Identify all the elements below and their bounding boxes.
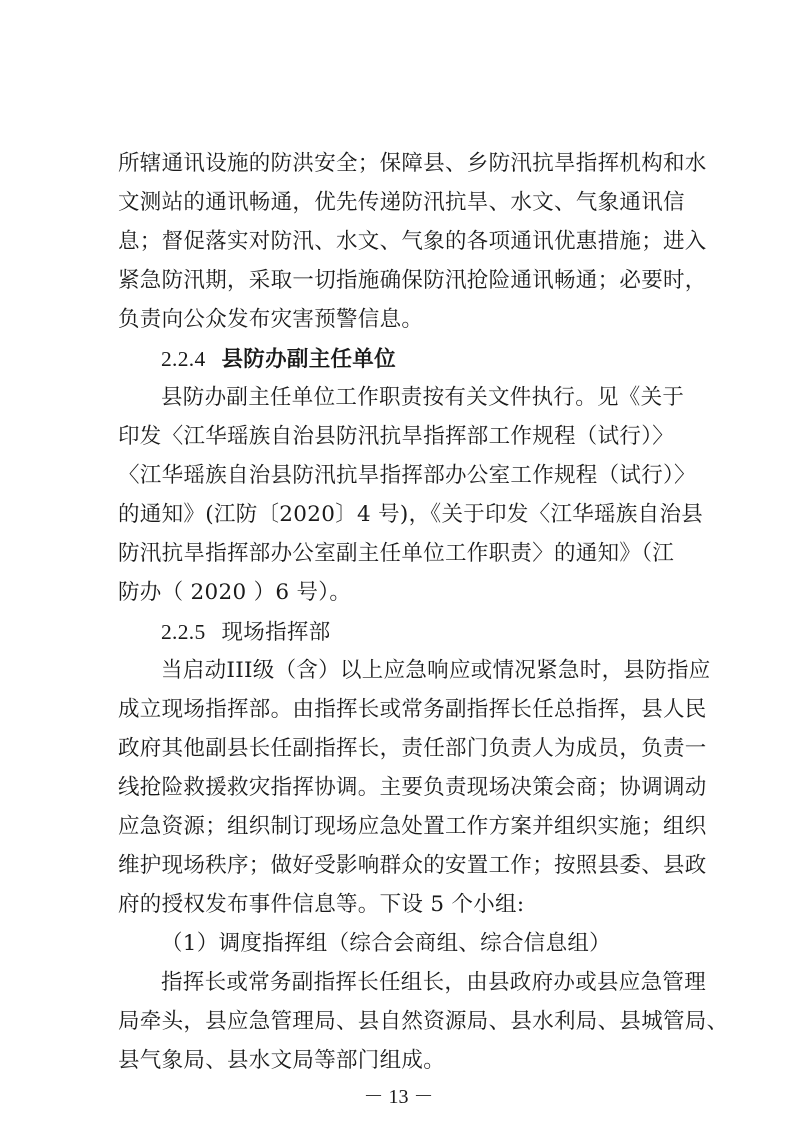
section-number: 2.2.4	[161, 347, 206, 371]
text-line: 息；督促落实对防汛、水文、气象的各项通讯优惠措施；进入	[118, 229, 707, 254]
section-heading	[161, 613, 331, 651]
text-line: 指挥长或常务副指挥长任组长，由县政府办或县应急管理	[161, 970, 707, 995]
text-line: 紧急防汛期，采取一切指施确保防汛抢险通讯畅通；必要时，	[118, 268, 707, 293]
section-heading	[161, 340, 396, 378]
page-number: － 13 －	[363, 1086, 434, 1108]
text-line: 防汛抗旱指挥部办公室副主任单位工作职责〉的通知》（江	[118, 541, 675, 566]
text-line: 文测站的通讯畅通，优先传递防汛抗旱、水文、气象通讯信	[118, 190, 685, 215]
text-line: 所辖通讯设施的防洪安全；保障县、乡防汛抗旱指挥机构和水	[118, 151, 707, 176]
text-line: 线抢险救援救灾指挥协调。主要负责现场决策会商；协调调动	[118, 775, 707, 800]
subsection-heading: （1）调度指挥组（综合会商组、综合信息组）	[161, 931, 611, 956]
text-line: 当启动III级（含）以上应急响应或情况紧急时，县防指应	[161, 658, 711, 683]
text-line: 的通知》(江防〔2020〕4 号)，《关于印发〈江华瑶族自治县	[118, 502, 704, 527]
section-title: 县防办副主任单位	[221, 347, 396, 372]
text-line: 印发〈江华瑶族自治县防汛抗旱指挥部工作规程（试行）〉	[118, 424, 675, 449]
section-number: 2.2.5	[161, 620, 206, 644]
text-line: 政府其他副县长任副指挥长，责任部门负责人为成员，负责一	[118, 736, 707, 761]
text-line: 〈江华瑶族自治县防汛抗旱指挥部办公室工作规程（试行）〉	[118, 463, 696, 488]
text-line: 县防办副主任单位工作职责按有关文件执行。见《关于	[161, 385, 685, 410]
text-line: 应急资源；组织制订现场应急处置工作方案并组织实施；组织	[118, 814, 707, 839]
text-line: 负责向公众发布灾害预警信息。	[118, 307, 424, 332]
text-line: 成立现场指挥部。由指挥长或常务副指挥长任总指挥，县人民	[118, 697, 707, 722]
text-line: 府的授权发布事件信息等。下设 5 个小组:	[118, 892, 525, 917]
text-line: 县气象局、县水文局等部门组成。	[118, 1048, 446, 1073]
section-title: 现场指挥部	[221, 620, 331, 645]
text-line: 维护现场秩序；做好受影响群众的安置工作；按照县委、县政	[118, 853, 707, 878]
text-line: 防办（ 2020 ）6 号）。	[118, 580, 352, 605]
text-line: 局牵头，县应急管理局、县自然资源局、县水利局、县城管局、	[118, 1009, 729, 1034]
